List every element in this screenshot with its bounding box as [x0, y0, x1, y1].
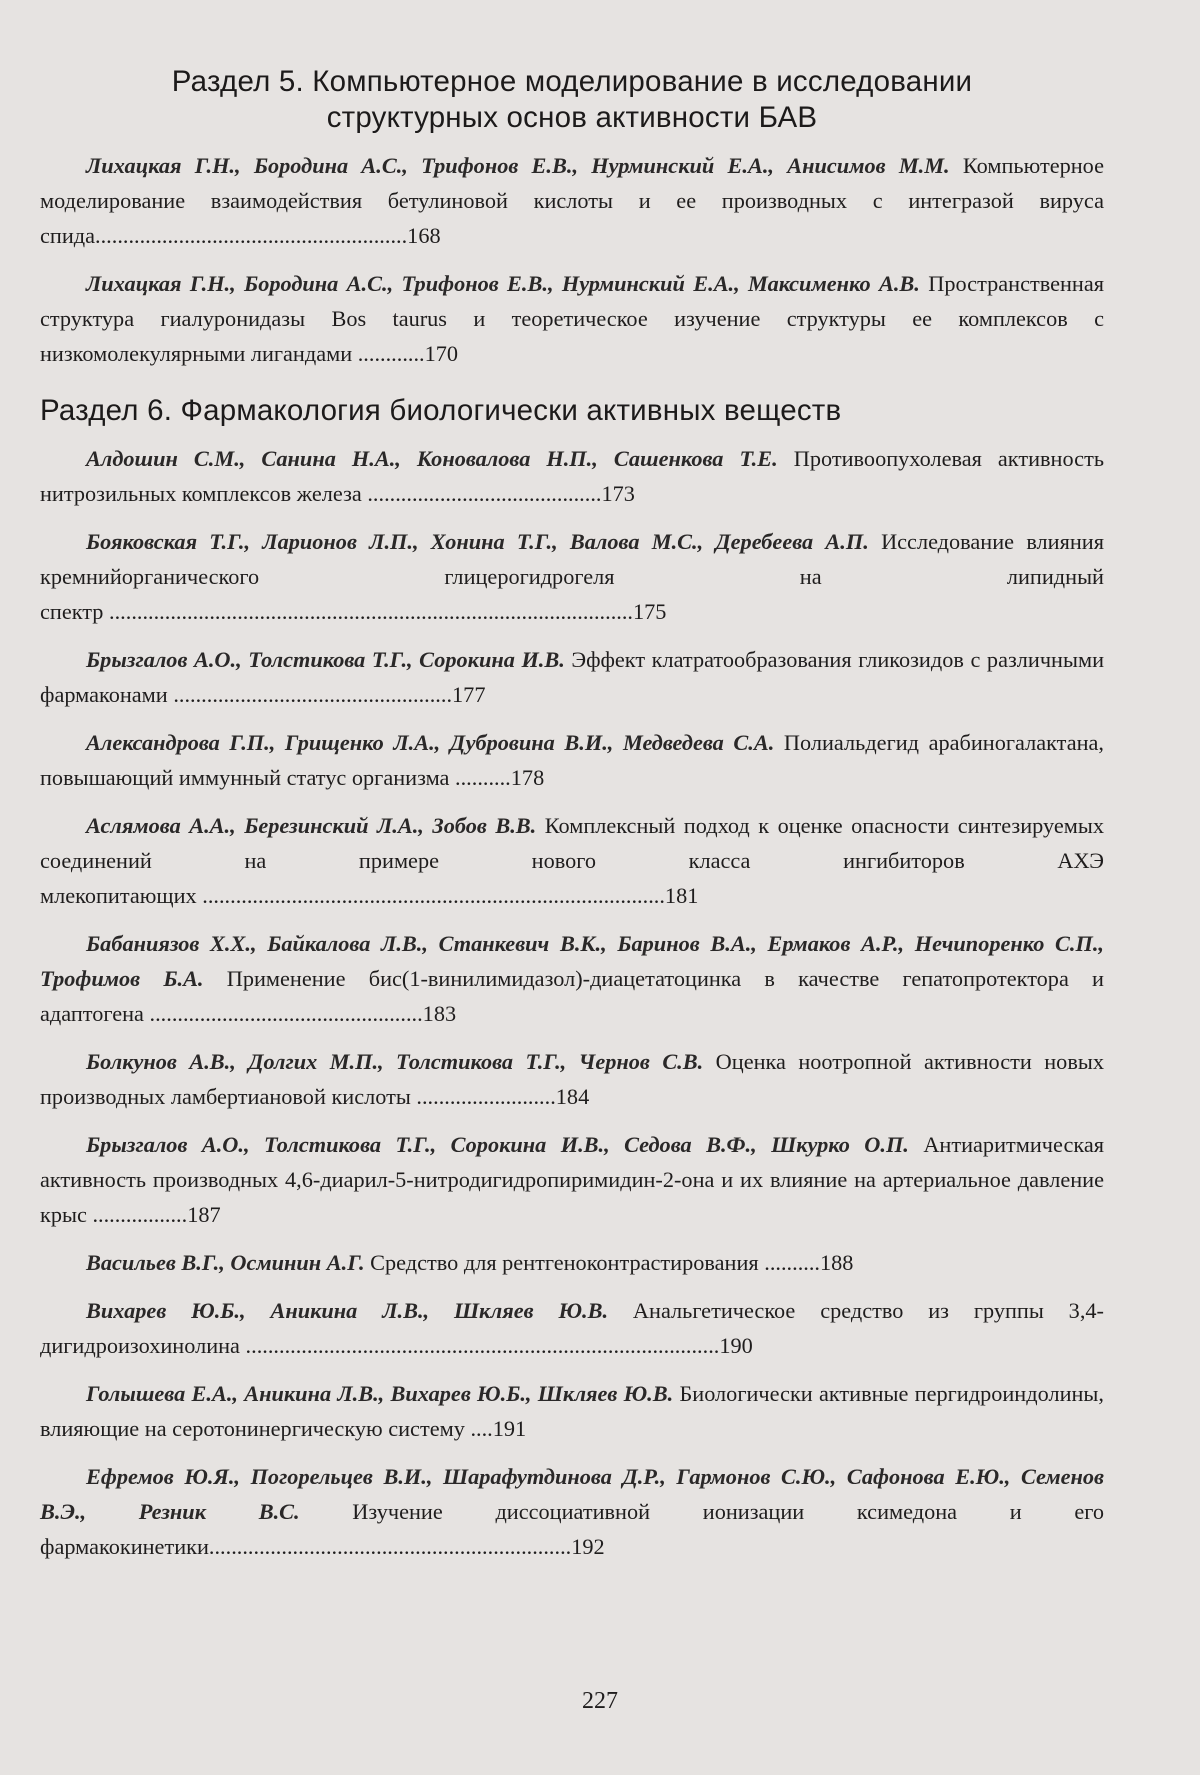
- entry-leader: ..................................................: [173, 682, 453, 707]
- toc-entry: [40, 808, 1104, 913]
- entry-page: 192: [571, 1534, 605, 1559]
- entry-authors: Алдошин С.М., Санина Н.А., Коновалова Н.П., Сашенкова Т.Е.: [86, 446, 778, 471]
- entry-title: Комплексный подход к оценке опасности синтезируемых соединений на примере нового класса ингибиторов АХЭ млекопитающих: [40, 813, 1104, 908]
- toc-entry: [40, 642, 1104, 712]
- toc-entry: [40, 1044, 1104, 1114]
- entry-authors: Брызгалов А.О., Толстикова Т.Г., Сорокина И.В.: [86, 647, 565, 672]
- entry-page: 183: [422, 1001, 457, 1026]
- section-title-line2: структурных основ активности БАВ: [326, 101, 818, 134]
- entry-title: Компьютерное моделирование взаимодействия бетулиновой кислоты и ее производных с интегразой вируса спида: [40, 153, 1104, 248]
- toc-entry: [40, 441, 1104, 511]
- toc-entry: [40, 1376, 1104, 1446]
- entry-authors: Лихацкая Г.Н., Бородина А.С., Трифонов Е.В., Нурминский Е.А., Анисимов М.М.: [86, 153, 950, 178]
- section-title: [40, 64, 1104, 136]
- entry-page: 188: [820, 1250, 854, 1275]
- entry-leader: .....................................................................................: [245, 1333, 720, 1358]
- toc-entry: [40, 1245, 1104, 1280]
- entry-title: Полиальдегид арабиногалактана, повышающий иммунный статус организма: [40, 730, 1105, 790]
- toc-entry: [40, 148, 1104, 253]
- entry-leader: .........................: [416, 1084, 556, 1109]
- section-title-line1: Раздел 5. Компьютерное моделирование в исследовании: [171, 65, 973, 98]
- entry-leader: ............: [357, 341, 425, 366]
- toc-entry: [40, 1127, 1104, 1232]
- page-number: 227: [582, 1688, 618, 1714]
- section-6: [40, 393, 1104, 1564]
- entry-authors: Лихацкая Г.Н., Бородина А.С., Трифонов Е.В., Нурминский Е.А., Максименко А.В.: [86, 271, 920, 296]
- section-title-line1: Раздел 6. Фармакология биологически активных веществ: [40, 394, 842, 427]
- entry-page: 177: [452, 682, 486, 707]
- entry-title: Пространственная структура гиалуронидазы Bos taurus и теоретическое изучение структуры ее комплексов с низкомолекулярными лигандами: [40, 271, 1105, 366]
- entry-authors: Ефремов Ю.Я., Погорельцев В.И., Шарафутдинова Д.Р., Гармонов С.Ю., Сафонова Е.Ю., Семенов В.Э., Резник В.С.: [40, 1464, 1104, 1524]
- entry-title: Исследование влияния кремнийорганического глицерогидрогеля на липидный спектр: [40, 529, 1104, 624]
- section-5: [40, 64, 1104, 371]
- entry-title: Биологически активные пергидроиндолины, влияющие на серотонинергическую систему: [40, 1381, 1104, 1441]
- entry-leader: ........................................................: [95, 223, 408, 248]
- entry-title: Антиаритмическая активность производных 4,6-диарил-5-нитродигидропиримидин-2-она и их влияние на артериальное давление крыс: [40, 1132, 1104, 1227]
- toc-entry: [40, 725, 1104, 795]
- entry-leader: ..............................................................................................: [109, 599, 633, 624]
- entry-page: 170: [424, 341, 459, 366]
- entry-authors: Бабаниязов Х.Х., Байкалова Л.В., Станкевич В.К., Баринов В.А., Ермаков А.Р., Нечипоренко С.П., Трофимов Б.А.: [40, 931, 1104, 991]
- entry-authors: Брызгалов А.О., Толстикова Т.Г., Сорокина И.В., Седова В.Ф., Шкурко О.П.: [86, 1132, 909, 1157]
- entry-title: Применение бис(1-винилимидазол)-диацетатоцинка в качестве гепатопротектора и адаптогена: [40, 966, 1104, 1026]
- entry-page: 178: [510, 765, 545, 790]
- entry-title: Эффект клатратообразования гликозидов с различными фармаконами: [40, 647, 1104, 707]
- entry-page: 181: [664, 883, 699, 908]
- toc-entry: [40, 1293, 1104, 1363]
- entry-leader: .................: [92, 1202, 188, 1227]
- entry-title: Анальгетическое средство из группы 3,4-дигидроизохинолина: [40, 1298, 1104, 1358]
- entry-authors: Бояковская Т.Г., Ларионов Л.П., Хонина Т.Г., Валова М.С., Деребеева А.П.: [86, 529, 869, 554]
- entry-page: 191: [492, 1416, 527, 1441]
- toc-entry: [40, 524, 1104, 629]
- entry-page: 187: [187, 1202, 221, 1227]
- entry-page: 168: [407, 223, 441, 248]
- entry-leader: ..........: [455, 765, 511, 790]
- entry-page: 175: [633, 599, 667, 624]
- entry-leader: ....: [470, 1416, 493, 1441]
- entry-leader: ..........................................: [367, 481, 602, 506]
- entry-leader: ..........: [764, 1250, 820, 1275]
- table-of-contents: [40, 64, 1104, 1586]
- entry-page: 173: [601, 481, 635, 506]
- entry-title: Противоопухолевая активность нитрозильных комплексов железа: [40, 446, 1104, 506]
- entry-title: Оценка ноотропной активности новых производных ламбертиановой кислоты: [40, 1049, 1104, 1109]
- entry-authors: Голышева Е.А., Аникина Л.В., Вихарев Ю.Б., Шкляев Ю.В.: [86, 1381, 674, 1406]
- entry-authors: Васильев В.Г., Осминин А.Г.: [86, 1250, 365, 1275]
- entry-leader: .................................................................: [208, 1534, 572, 1559]
- entry-title: Изучение диссоциативной ионизации ксимедона и его фармакокинетики: [40, 1499, 1105, 1559]
- entry-page: 184: [555, 1084, 590, 1109]
- entry-authors: Аслямова А.А., Березинский Л.А., Зобов В.В.: [86, 813, 537, 838]
- entry-authors: Болкунов А.В., Долгих М.П., Толстикова Т.Г., Чернов С.В.: [86, 1049, 704, 1074]
- entry-authors: Вихарев Ю.Б., Аникина Л.В., Шкляев Ю.В.: [86, 1298, 609, 1323]
- entry-page: 190: [719, 1333, 753, 1358]
- entry-title: Средство для рентгеноконтрастирования: [370, 1250, 759, 1275]
- toc-entry: [40, 926, 1104, 1031]
- toc-entry: [40, 1459, 1104, 1564]
- toc-entry: [40, 266, 1104, 371]
- entry-leader: .................................................: [149, 1001, 423, 1026]
- entry-authors: Александрова Г.П., Грищенко Л.А., Дубровина В.И., Медведева С.А.: [86, 730, 775, 755]
- entry-leader: ...................................................................................: [202, 883, 665, 908]
- section-title: [40, 393, 1104, 429]
